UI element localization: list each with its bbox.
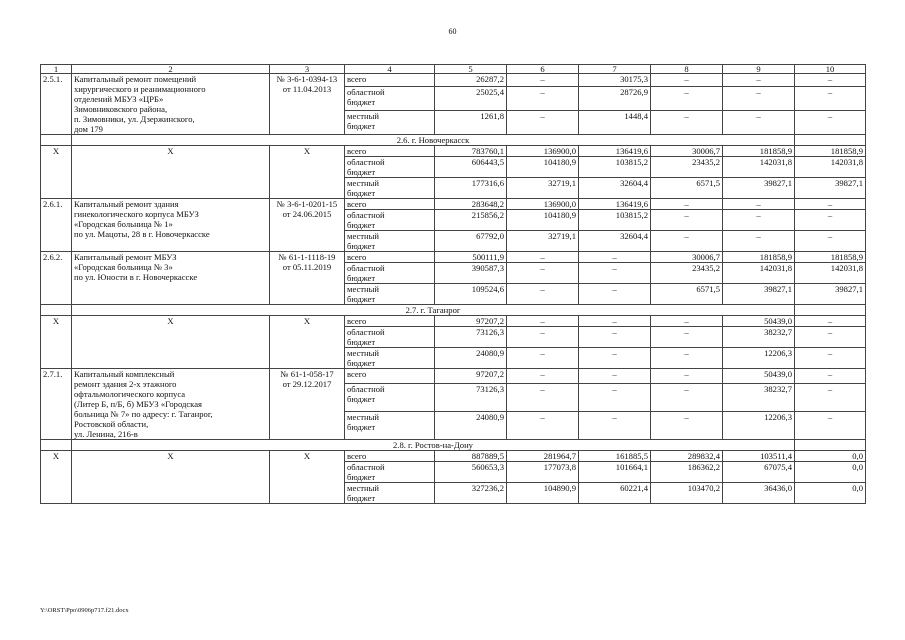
item-name [72,451,270,504]
amount-cell: – [507,252,579,263]
funding-source-line: местный [347,231,380,241]
amount-cell: 181858,9 [795,252,866,263]
item-name-line: п. Зимовники, ул. Дзержинского, [74,114,195,124]
funding-source [345,110,435,134]
item-name-line: дом 179 [74,124,103,134]
amount-cell: 39827,1 [795,178,866,199]
amount-cell: 12206,3 [723,411,795,439]
amount-cell: – [651,369,723,384]
funding-source-line: областной [347,86,385,97]
funding-source-line: бюджет [347,241,376,251]
item-name-line: Зимовниковского района, [74,104,168,114]
amount-cell: 887889,5 [435,451,507,462]
column-number: 6 [507,65,579,74]
item-name-line: офтальмологического корпуса [74,389,186,399]
item-document-line: от 24.06.2015 [282,209,332,219]
section-row [41,135,866,146]
item-number-text: 2.6.1. [43,199,63,209]
amount-cell: – [651,327,723,348]
funding-source [345,210,435,231]
item-number [41,316,72,369]
amount-cell: – [651,110,723,134]
amount-cell: – [507,284,579,305]
item-name-line: «Городская больница № 1» [74,219,173,229]
table-row [41,146,866,157]
item-name-line: X [167,316,174,326]
funding-source-line: местный [347,411,380,422]
item-number-text: 2.5.1. [43,74,63,84]
item-name [72,199,270,252]
amount-cell: 177073,8 [507,462,579,483]
amount-cell: – [507,383,579,411]
item-name-line: Капитальный ремонт помещений [74,74,197,84]
amount-cell: – [723,74,795,87]
funding-source-line: местный [347,284,380,294]
item-document-line: № 61-1-1118-19 [278,252,336,262]
column-number: 10 [795,65,866,74]
table-row [41,199,866,210]
funding-source-line: бюджет [347,120,376,131]
funding-source-line: всего [347,74,367,84]
funding-source [345,252,435,263]
amount-cell: 215856,2 [435,210,507,231]
amount-cell: 38232,7 [723,327,795,348]
funding-source-line: бюджет [347,493,376,503]
amount-cell: 103815,2 [579,210,651,231]
budget-table [40,64,866,504]
section-spacer [41,440,72,451]
amount-cell: 39827,1 [723,178,795,199]
amount-cell: 0,0 [795,451,866,462]
item-number-text: 2.7.1. [43,369,63,379]
amount-cell: 12206,3 [723,348,795,369]
funding-source-line: всего [347,199,367,209]
amount-cell: – [723,231,795,252]
amount-cell: 181858,9 [795,146,866,157]
item-document-line: X [303,146,311,156]
funding-source-line: бюджет [347,188,376,198]
item-name [72,369,270,440]
section-spacer [795,135,866,146]
amount-cell: – [507,369,579,384]
amount-cell: 24080,9 [435,348,507,369]
funding-source [345,483,435,504]
funding-source [345,86,435,110]
funding-source-line: областной [347,263,385,273]
amount-cell: 6571,5 [651,178,723,199]
amount-cell: – [795,210,866,231]
amount-cell: 142031,8 [795,263,866,284]
amount-cell: – [579,369,651,384]
amount-cell: 142031,8 [723,263,795,284]
amount-cell: – [723,86,795,110]
amount-cell: 289832,4 [651,451,723,462]
funding-source-line: бюджет [347,96,376,107]
amount-cell: – [507,316,579,327]
item-name-line: больница № 7» по адресу: г. Таганрог, [74,409,213,419]
amount-cell: 606443,5 [435,157,507,178]
amount-cell: – [651,199,723,210]
amount-cell: – [651,74,723,87]
item-document [270,199,345,252]
item-document-line: № 3-6-1-0394-13 [276,74,338,84]
amount-cell: – [795,86,866,110]
funding-source-line: бюджет [347,273,376,283]
item-document-line: от 05.11.2019 [282,262,332,272]
item-name-line: Капитальный ремонт здания [74,199,179,209]
item-number [41,74,72,135]
amount-cell: – [507,86,579,110]
amount-cell: 97207,2 [435,316,507,327]
item-document-line: № 61-1-058-17 [280,369,334,379]
item-document [270,146,345,199]
funding-source-line: областной [347,327,385,337]
funding-source [345,411,435,439]
funding-source-line: бюджет [347,421,376,432]
amount-cell: – [723,110,795,134]
amount-cell: 136419,6 [579,199,651,210]
funding-source [345,199,435,210]
amount-cell: 500111,9 [435,252,507,263]
amount-cell: – [507,110,579,134]
amount-cell: 39827,1 [723,284,795,305]
column-number: 4 [345,65,435,74]
amount-cell: 142031,8 [795,157,866,178]
amount-cell: 30006,7 [651,252,723,263]
funding-source [345,284,435,305]
amount-cell: – [579,327,651,348]
section-spacer [795,305,866,316]
amount-cell: 50439,0 [723,369,795,384]
item-name [72,316,270,369]
amount-cell: 1448,4 [579,110,651,134]
amount-cell: 73126,3 [435,383,507,411]
funding-source [345,157,435,178]
amount-cell: 25025,4 [435,86,507,110]
amount-cell: 73126,3 [435,327,507,348]
column-number: 3 [270,65,345,74]
amount-cell: – [795,199,866,210]
column-number: 8 [651,65,723,74]
amount-cell: – [795,110,866,134]
item-document [270,451,345,504]
funding-source-line: местный [347,483,380,493]
funding-source-line: бюджет [347,358,376,368]
funding-source-line: всего [347,451,367,461]
table-row [41,451,866,462]
amount-cell: 1261,8 [435,110,507,134]
amount-cell: – [579,284,651,305]
amount-cell: 103511,4 [723,451,795,462]
amount-cell: – [795,231,866,252]
item-document [270,369,345,440]
amount-cell: – [651,231,723,252]
amount-cell: – [651,383,723,411]
item-name [72,74,270,135]
amount-cell: 104890,9 [507,483,579,504]
table-row [41,369,866,384]
amount-cell: 28726,9 [579,86,651,110]
amount-cell: – [723,210,795,231]
funding-source [345,327,435,348]
item-name-line: гинекологического корпуса МБУЗ [74,209,199,219]
funding-source [345,462,435,483]
amount-cell: – [651,411,723,439]
amount-cell: 783760,1 [435,146,507,157]
footer-file-path: Y:\ORST\Ppo\0906p717.f21.docx [40,607,129,614]
amount-cell: – [579,411,651,439]
amount-cell: 104180,9 [507,157,579,178]
item-name-line: Капитальный ремонт МБУЗ [74,252,177,262]
item-name-line: ремонт здания 2-х этажного [74,379,177,389]
amount-cell: 142031,8 [723,157,795,178]
amount-cell: 0,0 [795,462,866,483]
section-row [41,305,866,316]
funding-source-line: областной [347,210,385,220]
amount-cell: 103470,2 [651,483,723,504]
funding-source [345,178,435,199]
amount-cell: 6571,5 [651,284,723,305]
amount-cell: – [651,316,723,327]
amount-cell: 109524,6 [435,284,507,305]
item-number [41,451,72,504]
amount-cell: 32604,4 [579,231,651,252]
amount-cell: 30006,7 [651,146,723,157]
item-number [41,199,72,252]
section-spacer [795,440,866,451]
item-document-line: X [303,451,311,461]
amount-cell: 23435,2 [651,157,723,178]
amount-cell: 38232,7 [723,383,795,411]
item-number-text: X [52,316,60,326]
amount-cell: – [507,327,579,348]
funding-source-line: областной [347,462,385,472]
amount-cell: – [579,383,651,411]
amount-cell: 390587,3 [435,263,507,284]
funding-source [345,146,435,157]
item-document-line: X [303,316,311,326]
funding-source [345,383,435,411]
item-number-text: X [52,146,60,156]
item-name-line: (Литер Б, п/Б, б) МБУЗ «Городская [74,399,202,409]
amount-cell: 101664,1 [579,462,651,483]
amount-cell: 67792,0 [435,231,507,252]
funding-source [345,316,435,327]
amount-cell: – [579,263,651,284]
column-number: 7 [579,65,651,74]
funding-source-line: местный [347,110,380,121]
section-spacer [41,135,72,146]
item-name-line: X [167,146,174,156]
amount-cell: – [579,316,651,327]
amount-cell: 50439,0 [723,316,795,327]
amount-cell: 560653,3 [435,462,507,483]
amount-cell: 24080,9 [435,411,507,439]
item-name-line: хирургического и реанимационного [74,84,206,94]
funding-source-line: всего [347,369,367,379]
funding-source-line: бюджет [347,167,376,177]
column-number: 1 [41,65,72,74]
funding-source-line: местный [347,348,380,358]
page-number: 60 [448,27,457,36]
column-number: 5 [435,65,507,74]
item-document-line: № 3-6-1-0201-15 [276,199,338,209]
funding-source [345,348,435,369]
amount-cell: – [795,327,866,348]
funding-source-line: областной [347,157,385,167]
amount-cell: 32604,4 [579,178,651,199]
amount-cell: 39827,1 [795,284,866,305]
funding-source [345,74,435,87]
amount-cell: – [795,369,866,384]
amount-cell: – [579,348,651,369]
funding-source [345,231,435,252]
amount-cell: 136900,0 [507,199,579,210]
funding-source-line: бюджет [347,337,376,347]
amount-cell: 281964,7 [507,451,579,462]
item-document-line: от 11.04.2013 [282,84,332,94]
column-number: 2 [72,65,270,74]
amount-cell: 161885,5 [579,451,651,462]
amount-cell: 177316,6 [435,178,507,199]
item-name-line: X [167,451,174,461]
item-name-line: ул. Ленина, 216-в [74,429,138,439]
amount-cell: 181858,9 [723,146,795,157]
column-number-row [41,65,866,74]
funding-source-line: всего [347,252,367,262]
table-row [41,316,866,327]
section-spacer [41,305,72,316]
amount-cell: – [795,383,866,411]
item-document [270,316,345,369]
item-number-text: X [52,451,60,461]
amount-cell: – [579,252,651,263]
amount-cell: – [507,74,579,87]
amount-cell: 103815,2 [579,157,651,178]
funding-source-line: бюджет [347,472,376,482]
section-title: 2.6. г. Новочеркасск [72,135,795,146]
amount-cell: 136419,6 [579,146,651,157]
funding-source-line: всего [347,316,367,326]
amount-cell: 136900,0 [507,146,579,157]
item-name-line: Капитальный комплексный [74,369,175,379]
item-name [72,252,270,305]
amount-cell: 104180,9 [507,210,579,231]
amount-cell: 186362,2 [651,462,723,483]
funding-source [345,369,435,384]
table-row [41,74,866,87]
item-document [270,252,345,305]
item-document [270,74,345,135]
amount-cell: – [795,411,866,439]
amount-cell: 327236,2 [435,483,507,504]
amount-cell: 30175,3 [579,74,651,87]
column-number: 9 [723,65,795,74]
item-number [41,252,72,305]
amount-cell: 97207,2 [435,369,507,384]
amount-cell: 60221,4 [579,483,651,504]
funding-source-line: областной [347,383,385,394]
amount-cell: 181858,9 [723,252,795,263]
item-name-line: отделений МБУЗ «ЦРБ» [74,94,164,104]
funding-source-line: бюджет [347,220,376,230]
amount-cell: – [507,348,579,369]
item-name-line: Ростовской области, [74,419,149,429]
amount-cell: 0,0 [795,483,866,504]
item-document-line: от 29.12.2017 [282,379,332,389]
table-row [41,252,866,263]
amount-cell: 26287,2 [435,74,507,87]
amount-cell: – [651,86,723,110]
amount-cell: – [723,199,795,210]
funding-source [345,263,435,284]
amount-cell: – [795,74,866,87]
amount-cell: 36436,0 [723,483,795,504]
amount-cell: – [507,411,579,439]
amount-cell: – [651,210,723,231]
table-body [41,65,866,504]
item-number [41,146,72,199]
amount-cell: 283648,2 [435,199,507,210]
item-number-text: 2.6.2. [43,252,63,262]
item-name [72,146,270,199]
amount-cell: 32719,1 [507,231,579,252]
funding-source-line: бюджет [347,393,376,404]
funding-source-line: местный [347,178,380,188]
funding-source-line: бюджет [347,294,376,304]
amount-cell: – [795,348,866,369]
funding-source [345,451,435,462]
amount-cell: 23435,2 [651,263,723,284]
funding-source-line: всего [347,146,367,156]
item-name-line: по ул. Юности в г. Новочеркасске [74,272,198,282]
section-row [41,440,866,451]
section-title: 2.8. г. Ростов-на-Дону [72,440,795,451]
item-number [41,369,72,440]
section-title: 2.7. г. Таганрог [72,305,795,316]
amount-cell: 32719,1 [507,178,579,199]
amount-cell: – [651,348,723,369]
amount-cell: – [507,263,579,284]
amount-cell: 67075,4 [723,462,795,483]
item-name-line: «Городская больница № 3» [74,262,173,272]
amount-cell: – [795,316,866,327]
item-name-line: по ул. Мацоты, 28 в г. Новочеркасске [74,229,210,239]
